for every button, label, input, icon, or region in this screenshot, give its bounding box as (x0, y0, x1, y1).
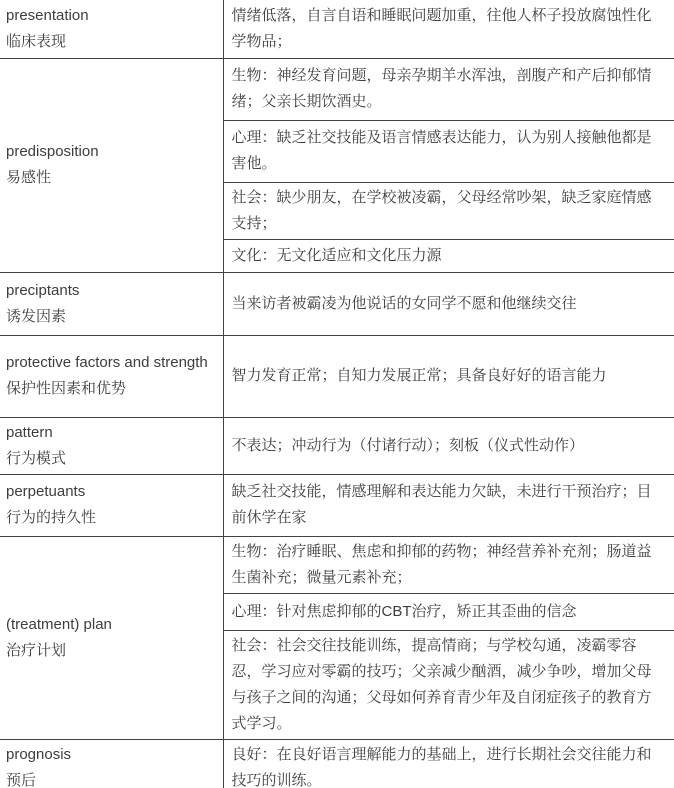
presentation-label-zh: 临床表现 (6, 32, 67, 50)
preciptants-label-cell (0, 272, 223, 335)
row-predisposition-bio (0, 58, 674, 120)
protective-label-cell (0, 335, 223, 417)
predisposition-label-cell (0, 58, 223, 272)
pattern-text-cell: 不表达；冲动行为（付诸行动）；刻板（仪式性动作） (223, 417, 674, 474)
protective-label-en: protective factors and strength (6, 354, 208, 371)
protective-text-cell: 智力发育正常；自知力发展正常；具备良好好的语言能力 (223, 335, 674, 417)
prognosis-label-zh: 预后 (6, 772, 37, 788)
pattern-label-zh: 行为模式 (6, 449, 67, 467)
row-pattern (0, 417, 674, 474)
pattern-label-en: pattern (6, 423, 53, 441)
protective-label-zh: 保护性因素和优势 (6, 380, 127, 397)
presentation-label-cell (0, 0, 223, 58)
pattern-label-cell (0, 417, 223, 474)
predisposition-psy-cell: 心理：缺乏社交技能及语言情感表达能力，认为别人接触他都是害他。 (223, 120, 674, 182)
row-presentation (0, 0, 674, 58)
plan-bio-cell: 生物：治疗睡眠、焦虑和抑郁的药物；神经营养补充剂；肠道益生菌补充；微量元素补充； (223, 536, 674, 593)
presentation-label-en: presentation (6, 6, 89, 24)
plan-label-en: (treatment) plan (6, 615, 112, 633)
row-prognosis (0, 739, 674, 788)
prognosis-label-cell (0, 739, 223, 788)
plan-label-cell (0, 536, 223, 739)
prognosis-text-cell: 良好：在良好语言理解能力的基础上，进行长期社会交往能力和技巧的训练。 (223, 739, 674, 788)
predisposition-bio-cell: 生物：神经发育问题，母亲孕期羊水浑浊，剖腹产和产后抑郁情绪；父亲长期饮酒史。 (223, 58, 674, 120)
perpetuants-label-zh: 行为的持久性 (6, 509, 97, 526)
presentation-text-cell: 情绪低落，自言自语和睡眠问题加重，往他人杯子投放腐蚀性化学物品； (223, 0, 674, 58)
row-preciptants (0, 272, 674, 335)
predisposition-label-zh: 易感性 (6, 169, 52, 186)
row-perpetuants (0, 474, 674, 536)
perpetuants-label-en: perpetuants (6, 483, 86, 500)
plan-label-zh: 治疗计划 (6, 641, 67, 659)
preciptants-label-en: preciptants (6, 281, 80, 299)
predisposition-soc-cell: 社会：缺少朋友，在学校被凌霸，父母经常吵架，缺乏家庭情感支持； (223, 182, 674, 239)
plan-soc-cell: 社会：社会交往技能训练，提高情商；与学校勾通，凌霸零容忍，学习应对零霸的技巧；父亲减少酗酒，减少争吵，增加父母与孩子之间的沟通；父母如何养育青少年及自闭症孩子的教育方式学习。 (223, 630, 674, 739)
predisposition-label-en: predisposition (6, 143, 99, 160)
preciptants-text-cell: 当来访者被霸凌为他说话的女同学不愿和他继续交往 (223, 272, 674, 335)
preciptants-label-zh: 诱发因素 (6, 307, 67, 325)
perpetuants-text-cell: 缺乏社交技能，情感理解和表达能力欠缺，未进行干预治疗；目前休学在家 (223, 474, 674, 536)
predisposition-cul-cell: 文化：无文化适应和文化压力源 (223, 239, 674, 272)
prognosis-label-en: prognosis (6, 746, 72, 763)
plan-psy-cell: 心理：针对焦虑抑郁的CBT治疗，矫正其歪曲的信念 (223, 593, 674, 630)
row-protective-factors (0, 335, 674, 417)
row-plan-bio (0, 536, 674, 593)
perpetuants-label-cell (0, 474, 223, 536)
